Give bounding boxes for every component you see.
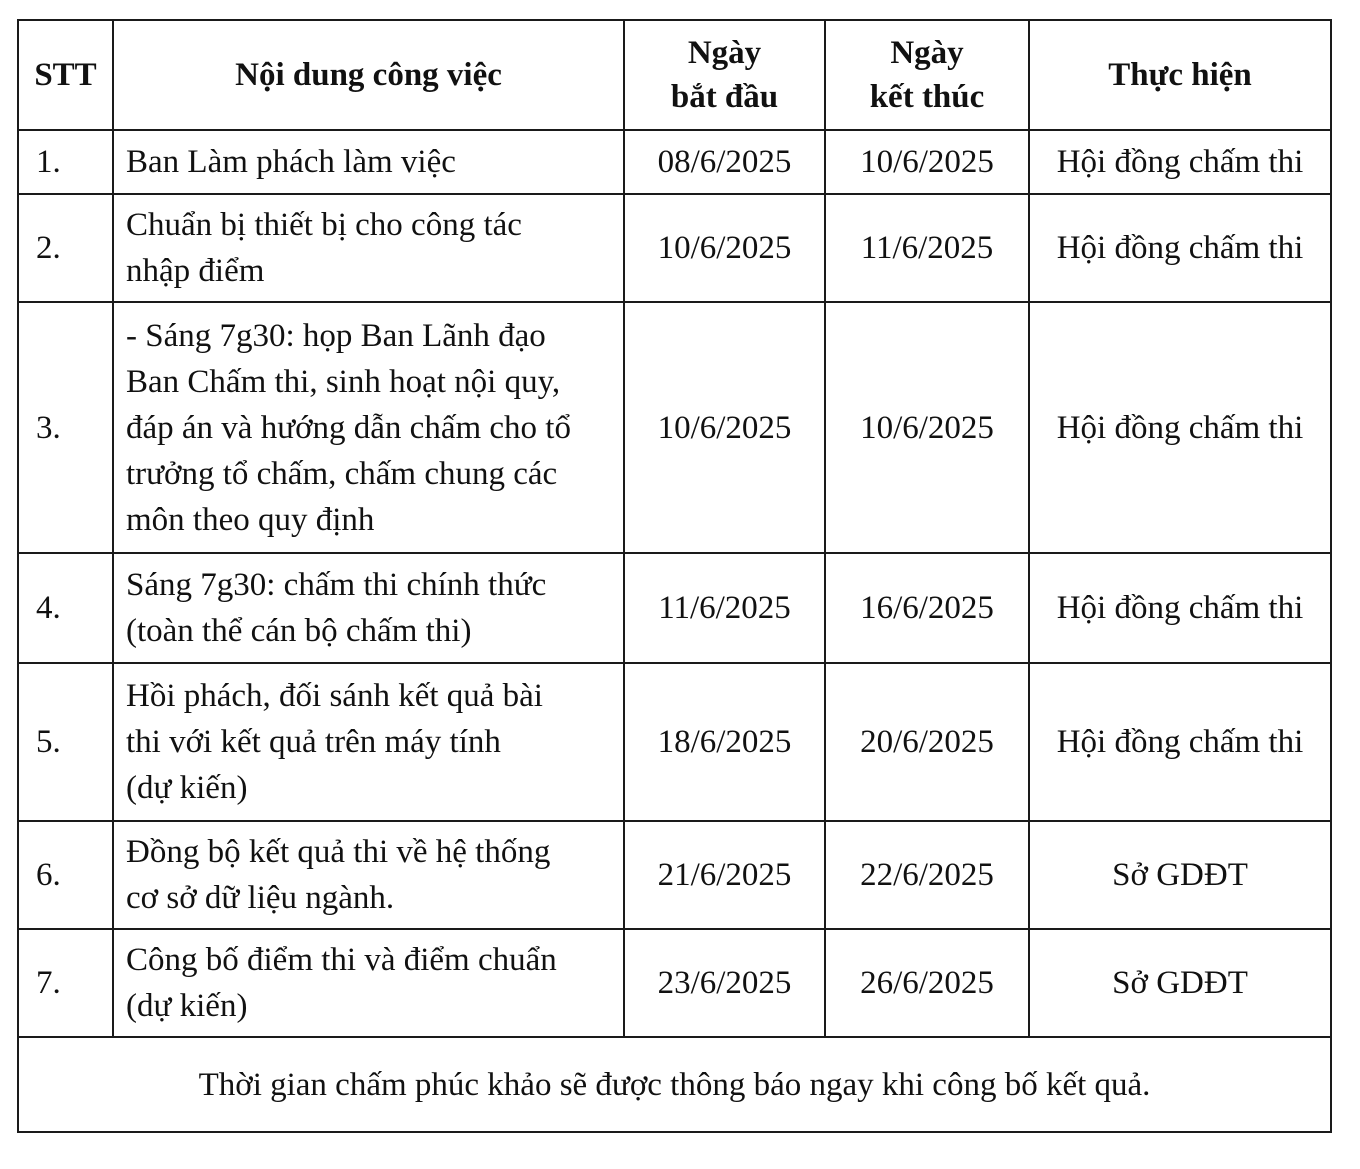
table-row xyxy=(18,663,1331,821)
table-row xyxy=(18,194,1331,302)
row-number: 6. xyxy=(18,821,113,929)
table-row xyxy=(18,553,1331,663)
task-line: môn theo quy định xyxy=(126,501,375,538)
header-end-line2: kết thúc xyxy=(869,79,985,115)
row-end-date: 22/6/2025 xyxy=(825,821,1029,929)
footnote-row xyxy=(18,1037,1331,1132)
task-line: trưởng tổ chấm, chấm chung các xyxy=(126,455,558,492)
row-number: 2. xyxy=(18,194,113,302)
row-task xyxy=(113,302,624,553)
task-line: nhập điểm xyxy=(126,253,265,289)
task-line: - Sáng 7g30: họp Ban Lãnh đạo xyxy=(126,317,546,354)
row-task xyxy=(113,130,624,194)
task-line: Hồi phách, đối sánh kết quả bài xyxy=(126,678,543,714)
table-row xyxy=(18,929,1331,1037)
task-line: cơ sở dữ liệu ngành. xyxy=(126,880,395,916)
row-start-date: 10/6/2025 xyxy=(624,194,825,302)
header-row xyxy=(18,20,1331,130)
task-line: Đồng bộ kết quả thi về hệ thống xyxy=(126,834,551,870)
row-number: 1. xyxy=(18,130,113,194)
row-owner: Hội đồng chấm thi xyxy=(1029,130,1331,194)
table-row xyxy=(18,302,1331,553)
row-owner: Sở GDĐT xyxy=(1029,821,1331,929)
row-task xyxy=(113,194,624,302)
task-line: (toàn thể cán bộ chấm thi) xyxy=(126,613,472,649)
row-owner: Hội đồng chấm thi xyxy=(1029,194,1331,302)
row-number: 3. xyxy=(18,302,113,553)
task-line: Ban Chấm thi, sinh hoạt nội quy, xyxy=(126,363,561,400)
header-end-line1: Ngày xyxy=(890,35,964,71)
schedule-table xyxy=(17,19,1332,1133)
header-end-date xyxy=(825,20,1029,130)
row-task xyxy=(113,821,624,929)
header-owner: Thực hiện xyxy=(1029,20,1331,130)
task-line: Công bố điểm thi và điểm chuẩn xyxy=(126,942,557,978)
row-owner: Hội đồng chấm thi xyxy=(1029,663,1331,821)
footnote: Thời gian chấm phúc khảo sẽ được thông báo ngay khi công bố kết quả. xyxy=(18,1037,1331,1132)
task-line: Chuẩn bị thiết bị cho công tác xyxy=(126,207,522,243)
row-number: 4. xyxy=(18,553,113,663)
task-line: (dự kiến) xyxy=(126,988,248,1024)
task-line: (dự kiến) xyxy=(126,770,248,806)
task-line: đáp án và hướng dẫn chấm cho tổ xyxy=(126,409,571,446)
row-start-date: 08/6/2025 xyxy=(624,130,825,194)
row-end-date: 10/6/2025 xyxy=(825,130,1029,194)
row-task xyxy=(113,929,624,1037)
task-line: thi với kết quả trên máy tính xyxy=(126,724,501,760)
row-start-date: 21/6/2025 xyxy=(624,821,825,929)
header-stt: STT xyxy=(18,20,113,130)
row-number: 5. xyxy=(18,663,113,821)
row-owner: Sở GDĐT xyxy=(1029,929,1331,1037)
row-end-date: 20/6/2025 xyxy=(825,663,1029,821)
table-row xyxy=(18,130,1331,194)
row-owner: Hội đồng chấm thi xyxy=(1029,553,1331,663)
row-start-date: 11/6/2025 xyxy=(624,553,825,663)
task-line: Ban Làm phách làm việc xyxy=(126,144,456,180)
row-end-date: 16/6/2025 xyxy=(825,553,1029,663)
task-line: Sáng 7g30: chấm thi chính thức xyxy=(126,567,547,603)
header-content: Nội dung công việc xyxy=(113,20,624,130)
row-task xyxy=(113,553,624,663)
table-row xyxy=(18,821,1331,929)
row-start-date: 18/6/2025 xyxy=(624,663,825,821)
row-end-date: 10/6/2025 xyxy=(825,302,1029,553)
header-start-line1: Ngày xyxy=(687,35,762,71)
row-start-date: 10/6/2025 xyxy=(624,302,825,553)
row-start-date: 23/6/2025 xyxy=(624,929,825,1037)
row-owner: Hội đồng chấm thi xyxy=(1029,302,1331,553)
header-start-date xyxy=(624,20,825,130)
row-end-date: 26/6/2025 xyxy=(825,929,1029,1037)
header-start-line2: bắt đầu xyxy=(670,79,779,115)
row-task xyxy=(113,663,624,821)
row-end-date: 11/6/2025 xyxy=(825,194,1029,302)
row-number: 7. xyxy=(18,929,113,1037)
